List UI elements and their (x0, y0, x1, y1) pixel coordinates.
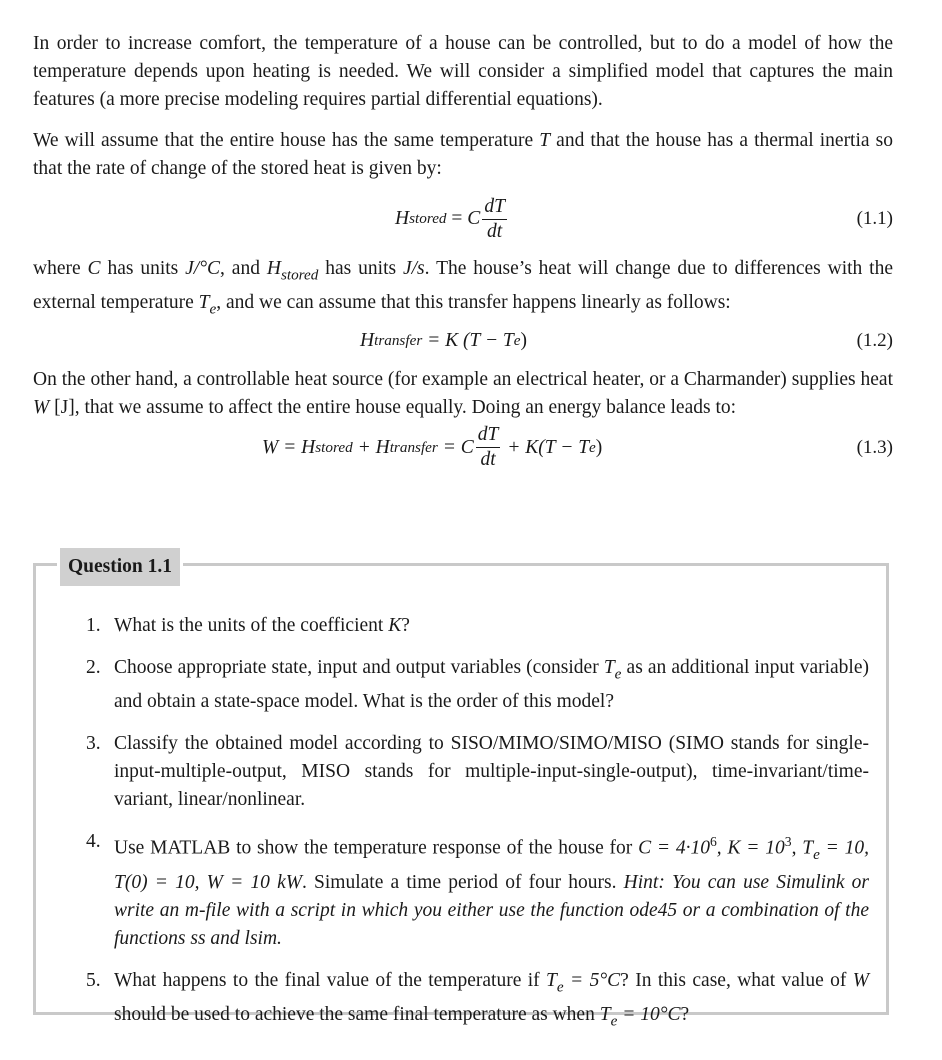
question-list (86, 612, 869, 1050)
question-item: 5. What happens to the final value of the temperature if $T_e = 5^\circ C$? In this case, what value of W should be used to achieve the same final temperature as when $T_e = 10^\circ C$? (86, 970, 869, 1030)
question-title: Question 1.1 (57, 545, 183, 589)
equation-1-2: H transfer = K (T − T e ) (1.2) (360, 329, 893, 351)
paragraph-assumption: We will assume that the entire house has the same temperature T and that the house has a thermal inertia so that the rate of change of the stored heat is given by: (33, 130, 893, 179)
question-item: 3. Classify the obtained model according to SISO/MIMO/SIMO/MISO (SIMO stands for single-input-multiple-output, MISO stands for multiple-input-single-output), time-invariant/time-variant, linear/nonlinear. (86, 733, 869, 811)
document-body (33, 30, 893, 478)
paragraph-units: where C has units J/°C, and $H_{stored}$ has units J/s. The house’s heat will change due to differences with the external temperature $T_e$, and we can assume that this transfer happens linearly as follows: (33, 258, 893, 318)
question-item: 4. Use MATLAB to show the temperature response of the house for $C = 4\cdot 10^6$, $K = 10^3$, $T_e = 10$, T(0) = 10, W = 10 kW. Simulate a time period of four hours. Hint: You can use Simulink or write an m-file with a script in which you either use the function ode45 or a combination of the functions ss and lsim. (86, 831, 869, 950)
equation-number: (1.3) (856, 436, 893, 458)
question-item: 1. What is the units of the coefficient K? (86, 615, 410, 636)
equation-1-1: H stored = C $\frac{dT}{dt}$ (1.1) (395, 195, 893, 242)
question-item: 2. Choose appropriate state, input and output variables (consider $T_e$ as an additional input variable) and obtain a state-space model. What is the order of this model? (86, 657, 869, 713)
fraction-dT-dt: $\frac{dT}{dt}$ (484, 195, 505, 242)
equation-number: (1.1) (856, 208, 893, 229)
fraction-dT-dt: $\frac{dT}{dt}$ (477, 424, 499, 471)
equation-1-3: W = H stored + H transfer = C $\frac{dT}{dt}$ + K(T − T e ) (1.3) (262, 424, 893, 471)
equation-number: (1.2) (856, 329, 893, 351)
paragraph-intro: In order to increase comfort, the temperature of a house can be controlled, but to do a model of how the temperature depends upon heating is needed. We will consider a simplified model that captures the main features (a more precise modeling requires partial differential equations). (33, 33, 893, 110)
paragraph-energy-balance: On the other hand, a controllable heat source (for example an electrical heater, or a Charmander) supplies heat W [J], that we assume to affect the entire house equally. Doing an energy balance leads to: (33, 368, 893, 418)
